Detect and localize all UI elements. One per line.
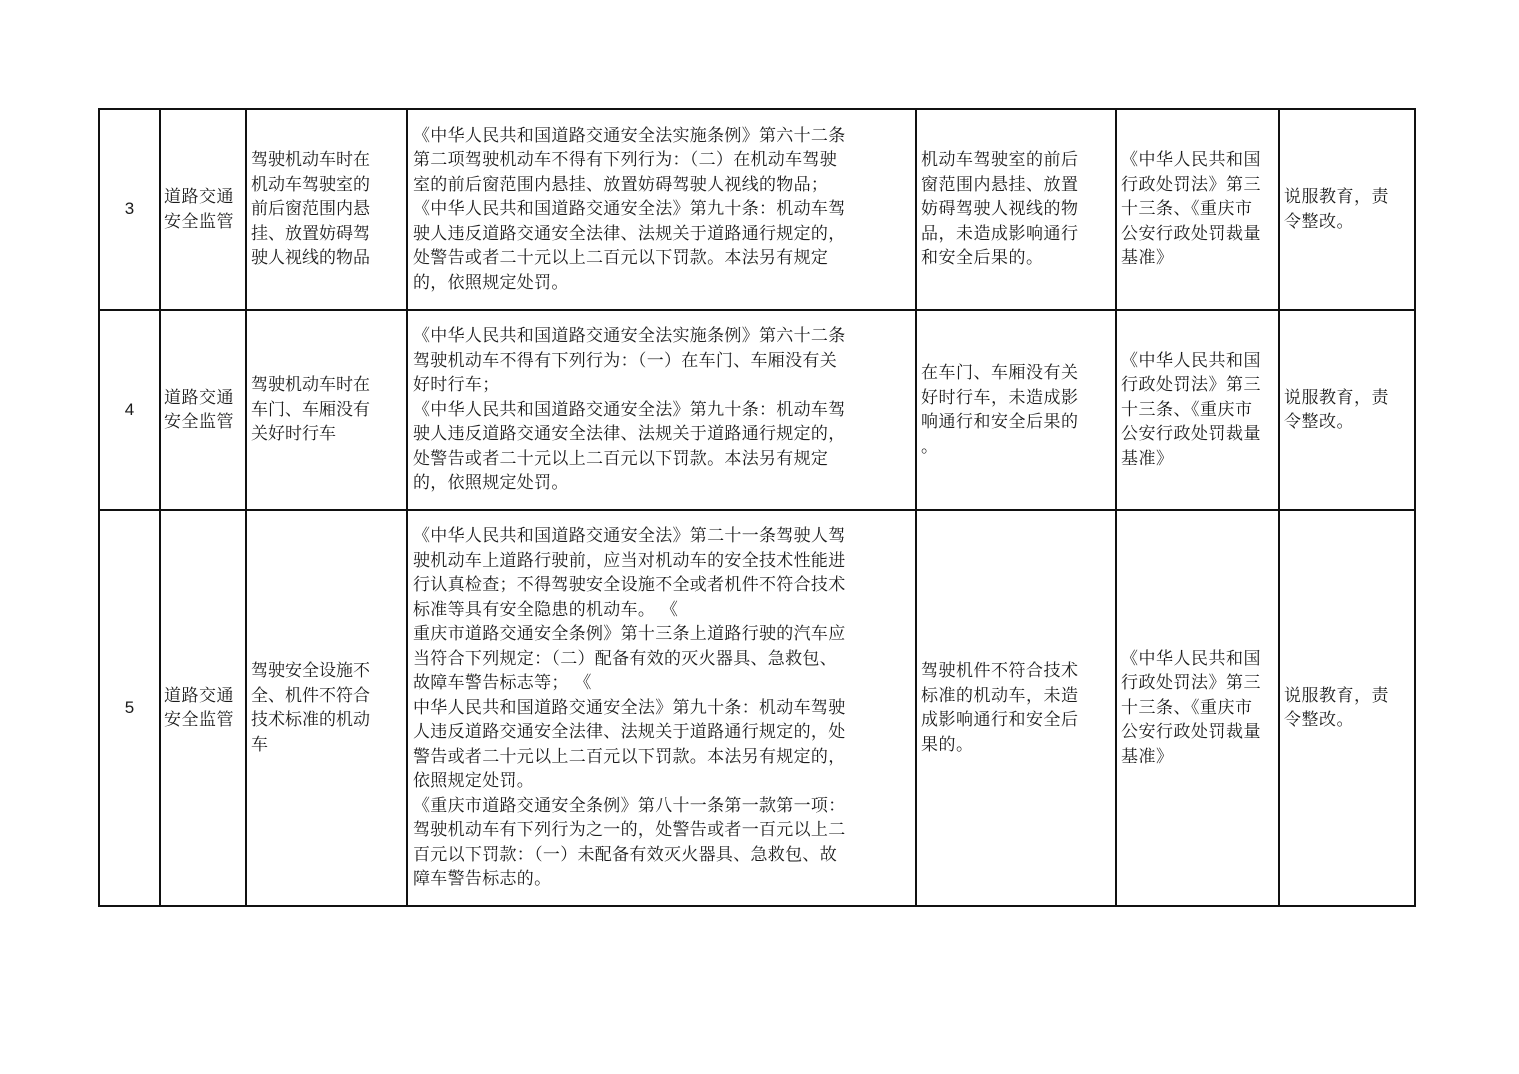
table-row: [99, 109, 1415, 310]
category-cell: 道路交通 安全监管: [160, 310, 246, 510]
row-number: 4: [99, 310, 160, 510]
row-number: 3: [99, 109, 160, 310]
table-row: [99, 310, 1415, 510]
measure-cell: 说服教育，责 令整改。: [1279, 109, 1415, 310]
regulation-table: [98, 108, 1416, 907]
category-cell: 道路交通 安全监管: [160, 510, 246, 906]
category-cell: 道路交通 安全监管: [160, 109, 246, 310]
condition-cell: 在车门、车厢没有关 好时行车，未造成影 响通行和安全后果的 。: [916, 310, 1116, 510]
measure-cell: 说服教育，责 令整改。: [1279, 510, 1415, 906]
behavior-cell: 驾驶机动车时在 车门、车厢没有 关好时行车: [246, 310, 407, 510]
measure-cell: 说服教育，责 令整改。: [1279, 310, 1415, 510]
law-reference-cell: 《中华人民共和国 行政处罚法》第三 十三条、《重庆市 公安行政处罚裁量 基准》: [1116, 510, 1279, 906]
law-reference-cell: 《中华人民共和国 行政处罚法》第三 十三条、《重庆市 公安行政处罚裁量 基准》: [1116, 310, 1279, 510]
law-reference-cell: 《中华人民共和国 行政处罚法》第三 十三条、《重庆市 公安行政处罚裁量 基准》: [1116, 109, 1279, 310]
row-number: 5: [99, 510, 160, 906]
table-row: [99, 510, 1415, 906]
behavior-cell: 驾驶安全设施不 全、机件不符合 技术标准的机动 车: [246, 510, 407, 906]
legal-basis-cell: 《中华人民共和国道路交通安全法实施条例》第六十二条 第二项驾驶机动车不得有下列行为：（二）在机动车驾驶 室的前后窗范围内悬挂、放置妨碍驾驶人视线的物品； 《中华人民共和国道路交通安全法》第九十条：机动车驾 驶人违反道路交通安全法律、法规关于道路通行规定的， 处警告或者二十元以上二百元以下罚款。本法另有规定 的，依照规定处罚。: [407, 109, 916, 310]
condition-cell: 机动车驾驶室的前后 窗范围内悬挂、放置 妨碍驾驶人视线的物 品，未造成影响通行 和安全后果的。: [916, 109, 1116, 310]
condition-cell: 驾驶机件不符合技术 标准的机动车，未造 成影响通行和安全后 果的。: [916, 510, 1116, 906]
legal-basis-cell: 《中华人民共和国道路交通安全法》第二十一条驾驶人驾 驶机动车上道路行驶前，应当对机动车的安全技术性能进 行认真检查；不得驾驶安全设施不全或者机件不符合技术 标准等具有安全隐患的机动车。 《 重庆市道路交通安全条例》第十三条上道路行驶的汽车应 当符合下列规定：（二）配备有效的灭火器具、急救包、 故障车警告标志等； 《 中华人民共和国道路交通安全法》第九十条：机动车驾驶 人违反道路交通安全法律、法规关于道路通行规定的，处 警告或者二十元以上二百元以下罚款。本法另有规定的， 依照规定处罚。 《重庆市道路交通安全条例》第八十一条第一款第一项： 驾驶机动车有下列行为之一的，处警告或者一百元以上二 百元以下罚款：（一）未配备有效灭火器具、急救包、故 障车警告标志的。: [407, 510, 916, 906]
legal-basis-cell: 《中华人民共和国道路交通安全法实施条例》第六十二条 驾驶机动车不得有下列行为：（一）在车门、车厢没有关 好时行车； 《中华人民共和国道路交通安全法》第九十条：机动车驾 驶人违反道路交通安全法律、法规关于道路通行规定的， 处警告或者二十元以上二百元以下罚款。本法另有规定 的，依照规定处罚。: [407, 310, 916, 510]
behavior-cell: 驾驶机动车时在 机动车驾驶室的 前后窗范围内悬 挂、放置妨碍驾 驶人视线的物品: [246, 109, 407, 310]
